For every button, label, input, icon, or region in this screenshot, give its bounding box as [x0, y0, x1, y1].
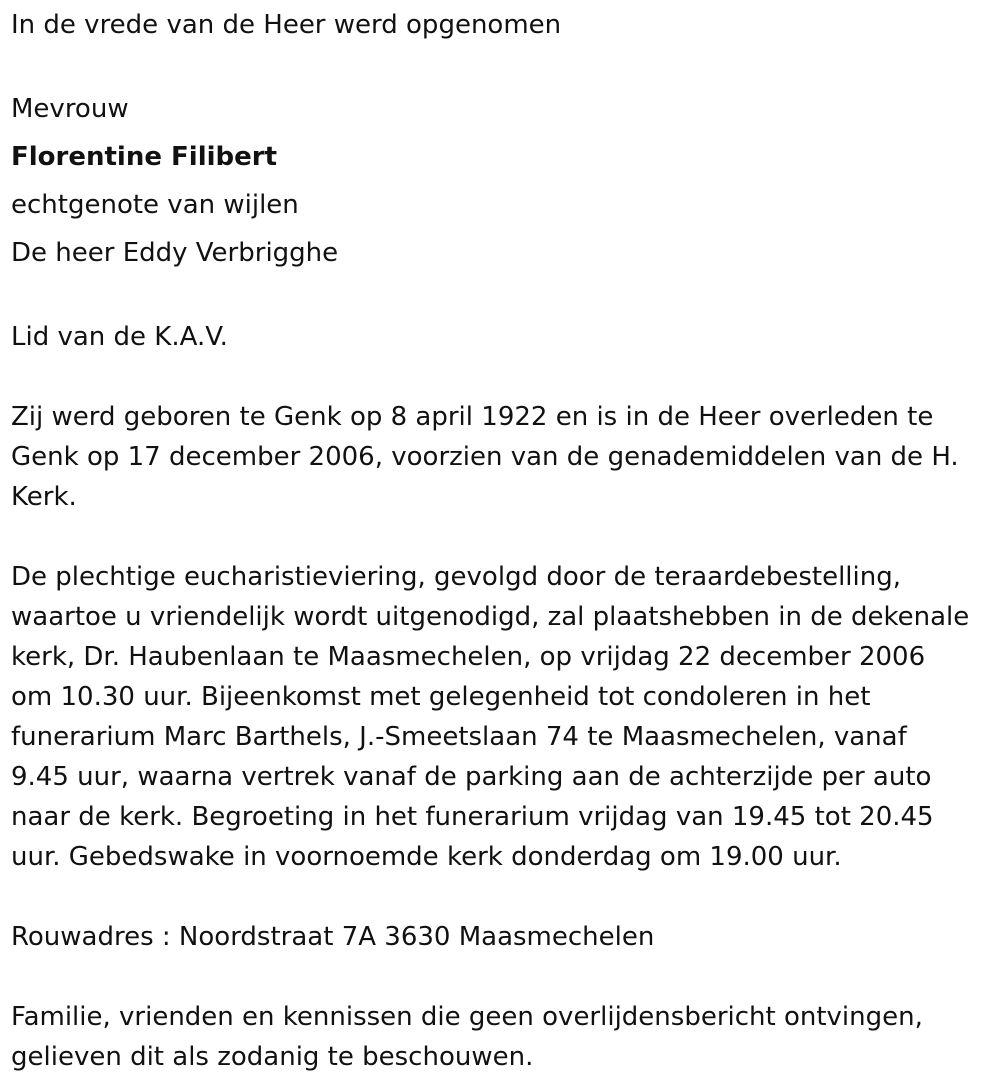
birth-death-paragraph: [11, 397, 990, 517]
deceased-block: [11, 85, 990, 277]
salutation: Mevrouw: [11, 94, 129, 124]
closing-paragraph: [11, 997, 990, 1077]
spouse-name: De heer Eddy Verbrigghe: [11, 238, 339, 268]
spacer: [11, 877, 990, 917]
paragraph-line: kerk, Dr. Haubenlaan te Maasmechelen, op vrijdag 22 december 2006: [11, 642, 926, 672]
paragraph-line: waartoe u vriendelijk wordt uitgenodigd, zal plaatshebben in de dekenale: [11, 602, 970, 632]
spacer: [11, 45, 990, 85]
paragraph-line: om 10.30 uur. Bijeenkomst met gelegenheid tot condoleren in het: [11, 682, 871, 712]
membership-text: Lid van de K.A.V.: [11, 322, 228, 352]
paragraph-line: Genk op 17 december 2006, voorzien van de genademiddelen van de H.: [11, 442, 959, 472]
spacer: [11, 277, 990, 317]
intro-text: In de vrede van de Heer werd opgenomen: [11, 10, 562, 40]
paragraph-line: uur. Gebedswake in voornoemde kerk donderdag om 19.00 uur.: [11, 842, 842, 872]
paragraph-line: naar de kerk. Begroeting in het funerarium vrijdag van 19.45 tot 20.45: [11, 802, 934, 832]
paragraph-line: gelieven dit als zodanig te beschouwen.: [11, 1042, 534, 1072]
ceremony-paragraph: [11, 557, 990, 877]
spacer: [11, 357, 990, 397]
spacer: [11, 517, 990, 557]
relation-text: echtgenote van wijlen: [11, 190, 299, 220]
paragraph-line: De plechtige eucharistieviering, gevolgd door de teraardebestelling,: [11, 562, 902, 592]
paragraph-line: Zij werd geboren te Genk op 8 april 1922 en is in de Heer overleden te: [11, 402, 934, 432]
paragraph-line: Familie, vrienden en kennissen die geen overlijdensbericht ontvingen,: [11, 1002, 923, 1032]
spacer: [11, 957, 990, 997]
deceased-name: Florentine Filibert: [11, 142, 278, 172]
paragraph-line: 9.45 uur, waarna vertrek vanaf de parking aan de achterzijde per auto: [11, 762, 932, 792]
mourning-address: Rouwadres : Noordstraat 7A 3630 Maasmechelen: [11, 922, 655, 952]
paragraph-line: funerarium Marc Barthels, J.-Smeetslaan 74 te Maasmechelen, vanaf: [11, 722, 907, 752]
paragraph-line: Kerk.: [11, 482, 77, 512]
